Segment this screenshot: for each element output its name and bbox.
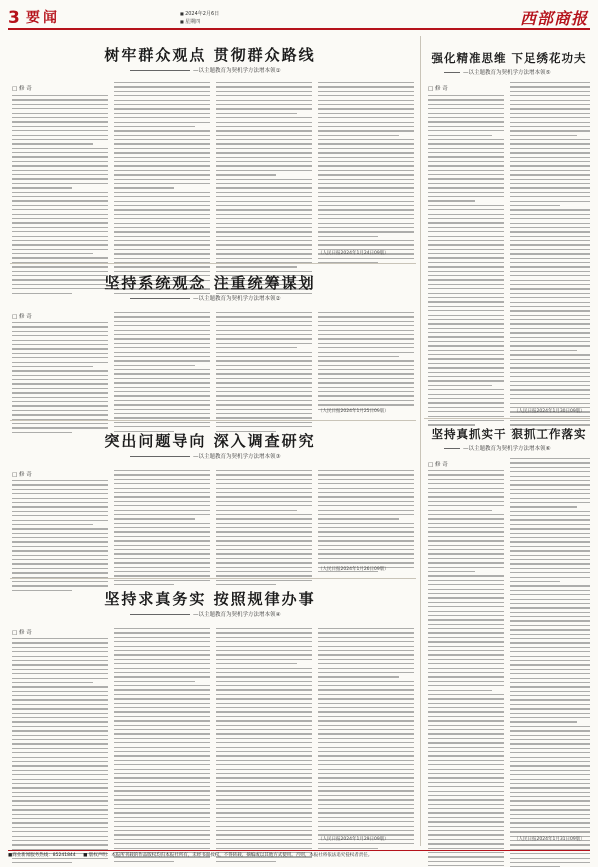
article-title: 突出问题导向 深入调查研究: [104, 432, 316, 450]
article-subtitle: —以主题教育为契机学方法增本领④: [130, 610, 280, 618]
article-body: [114, 628, 210, 865]
article-body: [428, 470, 504, 867]
article-body: [428, 95, 504, 429]
article-body: [318, 82, 414, 266]
article-title: 强化精准思维 下足绣花功夫: [431, 51, 587, 65]
article-source: （人民日报2024年1月31日09版）: [514, 837, 585, 842]
article-byline: □ 修 奇: [12, 84, 32, 92]
article-subtitle: —以主题教育为契机学方法增本领①: [130, 66, 280, 74]
copyright-notice: ■ 版权声明：本报所刊载的作品版权均归本报社所有，未经书面授权，不得转载、摘编或以其他方式使用。否则，本报社将依法追究侵权者责任。: [83, 853, 373, 858]
article-byline: □ 修 奇: [12, 470, 32, 478]
article-title: 树牢群众观点 贯彻群众路线: [104, 46, 316, 64]
article-body: [12, 95, 108, 297]
article-divider: [10, 420, 416, 421]
article-body: [12, 638, 108, 866]
issue-date: ■ 2024年2月6日: [180, 10, 219, 18]
article-byline: □ 修 奇: [12, 312, 32, 320]
article-body: [114, 312, 210, 435]
article-body: [318, 628, 414, 852]
article-subtitle: —以主题教育为契机学方法增本领⑥: [444, 444, 550, 452]
issue-weekday: ■ 星期四: [180, 18, 219, 26]
article-divider: [10, 578, 416, 579]
article-body: [510, 458, 590, 867]
article-body: [216, 312, 312, 435]
article-body: [318, 470, 414, 575]
article-body: [114, 82, 210, 297]
article-subtitle: —以主题教育为契机学方法增本领⑤: [444, 68, 550, 76]
page-footer: [8, 850, 590, 861]
article-subtitle: —以主题教育为契机学方法增本领③: [130, 452, 280, 460]
article-title: 坚持求真务实 按照规律办事: [104, 590, 316, 608]
section-name: 要闻: [26, 10, 60, 26]
article-body: [114, 470, 210, 589]
dateline: [180, 10, 219, 26]
article-byline: □ 修 奇: [428, 460, 448, 468]
column-divider: [420, 36, 421, 846]
article-subtitle: —以主题教育为契机学方法增本领②: [130, 294, 280, 302]
article-divider: [10, 263, 416, 264]
article-body: [216, 628, 312, 865]
article-source: （人民日报2024年1月24日09版）: [318, 251, 389, 256]
article-source: （人民日报2024年1月29日09版）: [318, 837, 389, 842]
article-byline: □ 修 奇: [12, 628, 32, 636]
article-divider: [424, 418, 590, 419]
article-body: [318, 312, 414, 413]
article-body: [216, 470, 312, 589]
article-source: （人民日报2024年1月26日09版）: [318, 567, 389, 572]
article-title: 坚持真抓实干 狠抓工作落实: [431, 427, 587, 441]
article-title: 坚持系统观念 注重统筹谋划: [104, 274, 316, 292]
article-body: [510, 82, 590, 433]
article-source: （人民日报2024年1月30日09版）: [514, 409, 585, 414]
page-number: 3: [8, 8, 20, 28]
article-byline: □ 修 奇: [428, 84, 448, 92]
newspaper-logo: 西部商报: [519, 9, 588, 28]
article-body: [216, 82, 312, 297]
article-source: （人民日报2024年1月25日09版）: [318, 409, 389, 414]
masthead: [8, 8, 590, 30]
ad-hotline: ■商业新闻服务热线：85241844: [8, 853, 76, 858]
